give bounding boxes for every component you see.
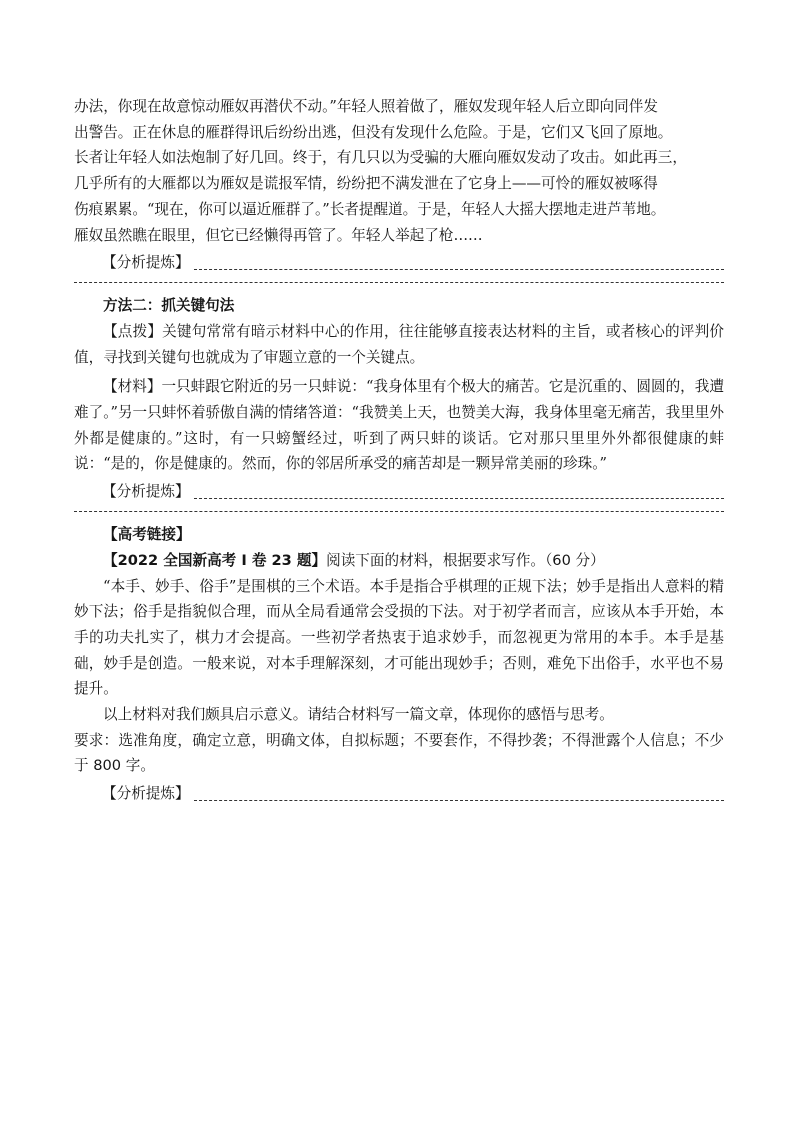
document-content [74, 94, 724, 809]
gaokao-question [74, 548, 724, 574]
answer-blank-line[interactable] [194, 498, 724, 499]
story-line: 长者让年轻人如法炮制了好几回。终于，有几只以为受骗的大雁向雁奴发动了攻击。如此再三， [74, 149, 687, 167]
story-line: 伤痕累累。“现在，你可以逼近雁群了。”长者提醒道。于是，年轻人大摇大摆地走进芦苇地。 [74, 200, 666, 218]
story-continuation [74, 94, 724, 248]
story-line: 出警告。正在休息的雁群得讯后纷纷出逃，但没有发现什么危险。于是，它们又飞回了原地。 [74, 123, 673, 141]
question-label: 【2022 全国新高考 I 卷 23 题】 [103, 551, 327, 569]
answer-blank-line-full[interactable] [74, 511, 724, 512]
tip-text: 关键句常常有暗示材料中心的作用，往往能够直接表达材料的主旨，或者核心的评判价值，寻找到关键句也就成为了审题立意的一个关键点。 [74, 322, 724, 366]
analysis-label: 【分析提炼】 [102, 785, 190, 803]
analysis-label: 【分析提炼】 [102, 483, 190, 501]
analysis-label: 【分析提炼】 [102, 254, 190, 272]
story-line: 几乎所有的大雁都以为雁奴是谎报军情，纷纷把不满发泄在了它身上——可怜的雁奴被啄得 [74, 175, 658, 193]
method2-tip [74, 319, 724, 370]
analysis-row-1 [74, 248, 724, 278]
story-line: 办法，你现在故意惊动雁奴再潜伏不动。”年轻人照着做了，雁奴发现年轻人后立即向同伴发 [74, 98, 658, 115]
question-text: 阅读下面的材料，根据要求写作。（60 分） [326, 551, 605, 569]
material-label: 【材料】 [103, 378, 162, 396]
method2-material [74, 374, 724, 477]
answer-blank-line-full[interactable] [74, 282, 724, 283]
answer-blank-line[interactable] [194, 800, 724, 801]
answer-blank-line[interactable] [194, 269, 724, 270]
analysis-row-3 [74, 779, 724, 809]
tip-label: 【点拨】 [103, 322, 163, 340]
gaokao-material: “本手、妙手、俗手”是围棋的三个术语。本手是指合乎棋理的正规下法；妙手是指出人意料的精妙下法；俗手是指貌似合理，而从全局看通常会受损的下法。对于初学者而言，应该从本手开始，本手的功夫扎实了，棋力才会提高。一些初学者热衷于追求妙手，而忽视更为常用的本手。本手是基础，妙手是创造。一般来说，对本手理解深刻，才可能出现妙手；否则，难免下出俗手，水平也不易提升。 [74, 577, 724, 698]
analysis-row-2 [74, 477, 724, 507]
method2-title: 方法二：抓关键句法 [103, 297, 235, 315]
story-line: 雁奴虽然瞧在眼里，但它已经懒得再管了。年轻人举起了枪…… [74, 226, 483, 244]
material-text: 一只蚌跟它附近的另一只蚌说：“我身体里有个极大的痛苦。它是沉重的、圆圆的，我遭难了。”另一只蚌怀着骄傲自满的情绪答道：“我赞美上天，也赞美大海，我身体里毫无痛苦，我里里外外都是健康的。”这时，有一只螃蟹经过，听到了两只蚌的谈话。它对那只里里外外都很健康的蚌说：“是的，你是健康的。然而，你的邻居所承受的痛苦却是一颗异常美丽的珍珠。” [74, 378, 724, 473]
gaokao-heading: 【高考链接】 [103, 526, 191, 544]
gaokao-requirements: 要求：选准角度，确定立意，明确文体，自拟标题；不要套作，不得抄袭；不得泄露个人信息；不少于 800 字。 [74, 731, 724, 775]
gaokao-prompt: 以上材料对我们颇具启示意义。请结合材料写一篇文章，体现你的感悟与思考。 [103, 706, 614, 724]
